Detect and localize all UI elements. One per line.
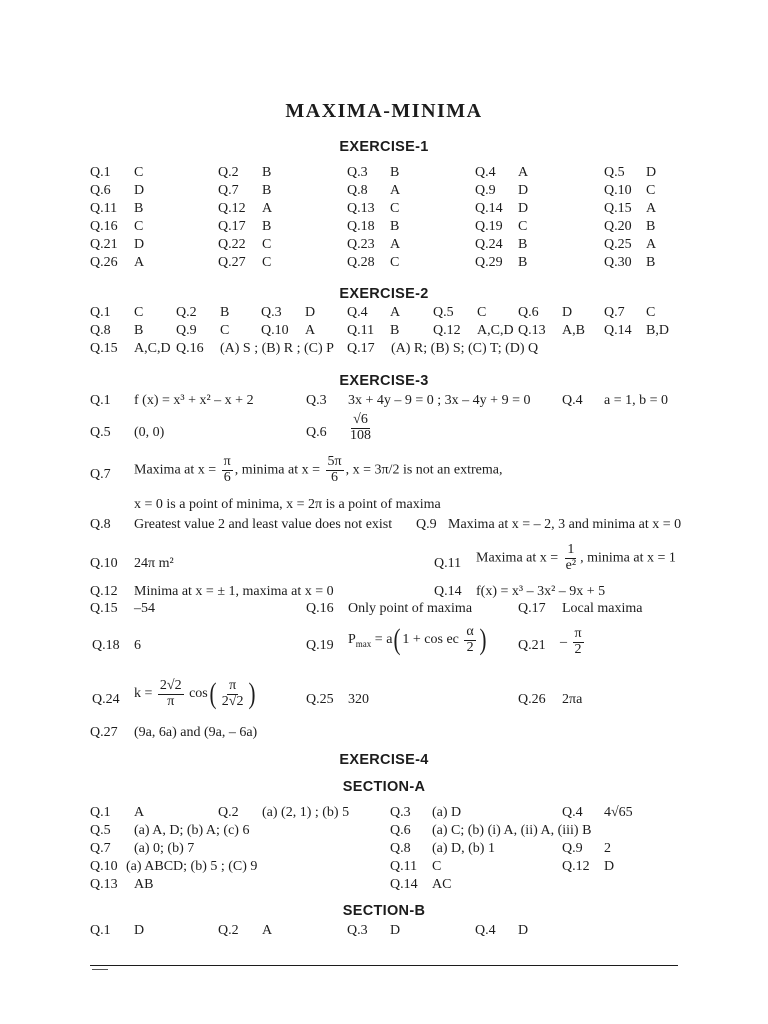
answer: (A) R; (B) S; (C) T; (D) Q (391, 341, 539, 356)
exercise-3-heading: EXERCISE-3 (339, 373, 429, 389)
answer: C (134, 219, 144, 234)
answer: 6 (134, 638, 141, 653)
q-label: Q.11 (347, 323, 375, 338)
q-label: Q.17 (347, 341, 375, 356)
answer: (a) A, D; (b) A; (c) 6 (134, 823, 250, 838)
q-label: Q.5 (433, 305, 454, 320)
q-label: Q.26 (518, 692, 546, 707)
q-label: Q.1 (90, 165, 111, 180)
answer: D (134, 237, 145, 252)
answer: B (518, 237, 528, 252)
paren-open: ( (209, 677, 217, 710)
answer: A (390, 237, 401, 252)
answer: 2 (604, 841, 611, 856)
answer: A,C,D (134, 341, 171, 356)
answer: (a) D, (b) 1 (432, 841, 495, 856)
q-label: Q.11 (390, 859, 418, 874)
q-label: Q.10 (90, 556, 118, 571)
q-label: Q.8 (347, 183, 368, 198)
answer: D (390, 923, 401, 938)
answer: A (390, 305, 401, 320)
q-label: Q.11 (434, 556, 462, 571)
denominator: 108 (350, 427, 371, 443)
q-label: Q.12 (433, 323, 461, 338)
q-label: Q.14 (390, 877, 418, 892)
answer: B (262, 165, 272, 180)
answer: B (390, 323, 400, 338)
q-label: Q.29 (475, 255, 503, 270)
answer: C (134, 305, 144, 320)
q-label: Q.12 (218, 201, 246, 216)
text: 1 + cos ec (402, 632, 459, 648)
q-label: Q.2 (176, 305, 197, 320)
answer: –54 (134, 601, 155, 616)
answer-line-2: x = 0 is a point of minima, x = 2π is a point of maxima (134, 497, 441, 512)
answer: (0, 0) (134, 425, 165, 440)
answer: B (134, 323, 144, 338)
answer: A (518, 165, 529, 180)
q-label: Q.3 (347, 923, 368, 938)
q-label: Q.28 (347, 255, 375, 270)
answer: D (518, 183, 529, 198)
q-label: Q.3 (306, 393, 327, 408)
answer: B (646, 219, 656, 234)
q-label: Q.7 (218, 183, 239, 198)
q-label: Q.1 (90, 923, 111, 938)
q-label: Q.9 (416, 517, 437, 532)
q-label: Q.30 (604, 255, 632, 270)
numerator: α (466, 623, 474, 639)
q-label: Q.3 (390, 805, 411, 820)
answer: D (604, 859, 615, 874)
q-label: Q.9 (562, 841, 583, 856)
answer: D (134, 923, 145, 938)
answer: Local maxima (562, 601, 643, 616)
q-label: Q.14 (434, 584, 462, 599)
q-label: Q.8 (90, 323, 111, 338)
answer: A (262, 201, 273, 216)
numerator: 1 (567, 542, 575, 557)
exercise-4-heading: EXERCISE-4 (339, 752, 429, 768)
q-label: Q.2 (218, 923, 239, 938)
q-label: Q.19 (475, 219, 503, 234)
q-label: Q.2 (218, 165, 239, 180)
q-label: Q.10 (90, 859, 118, 874)
q-label: Q.5 (90, 425, 111, 440)
q-label: Q.6 (90, 183, 111, 198)
numerator: π (229, 677, 237, 693)
q-label: Q.18 (92, 638, 120, 653)
q-label: Q.6 (306, 425, 327, 440)
q-label: Q.11 (90, 201, 118, 216)
exercise-2-heading: EXERCISE-2 (339, 286, 429, 302)
answer: 3x + 4y – 9 = 0 ; 3x – 4y + 9 = 0 (348, 393, 531, 408)
denominator: e² (565, 557, 577, 573)
text: , minima at x = 1 (580, 550, 676, 566)
answer: D (518, 201, 529, 216)
answer: B (134, 201, 144, 216)
denominator: 2√2 (221, 693, 244, 709)
answer: A (134, 255, 145, 270)
answer: B (390, 219, 400, 234)
answer: (A) S ; (B) R ; (C) P (220, 341, 334, 356)
q-label: Q.24 (475, 237, 503, 252)
footer-mark (92, 969, 108, 970)
answer (134, 677, 257, 711)
q-label: Q.9 (176, 323, 197, 338)
denominator: 2 (574, 641, 582, 657)
q-label: Q.25 (604, 237, 632, 252)
answer: 4√65 (604, 805, 633, 820)
q-label: Q.8 (390, 841, 411, 856)
paren-close: ) (479, 623, 487, 656)
answer: B (262, 183, 272, 198)
answer: (a) ABCD; (b) 5 ; (C) 9 (126, 859, 258, 874)
text: , minima at x = (234, 462, 321, 478)
answer: A (262, 923, 273, 938)
answer: C (646, 305, 656, 320)
answer: A (646, 201, 657, 216)
q-label: Q.3 (347, 165, 368, 180)
section-b-heading: SECTION-B (342, 903, 426, 919)
answer: C (390, 255, 400, 270)
answer: A,B (562, 323, 585, 338)
answer: A (646, 237, 657, 252)
answer: C (220, 323, 230, 338)
q-label: Q.25 (306, 692, 334, 707)
q-label: Q.15 (90, 601, 118, 616)
q-label: Q.4 (562, 805, 583, 820)
q-label: Q.27 (218, 255, 246, 270)
q-label: Q.8 (90, 517, 111, 532)
paren-open: ( (393, 623, 401, 656)
q-label: Q.21 (518, 638, 546, 653)
answer: (a) C; (b) (i) A, (ii) A, (iii) B (432, 823, 592, 838)
q-label: Q.7 (90, 467, 111, 482)
answer: D (518, 923, 529, 938)
answer: B (390, 165, 400, 180)
q-label: Q.12 (90, 584, 118, 599)
q-label: Q.27 (90, 725, 118, 740)
q-label: Q.13 (90, 877, 118, 892)
q-label: Q.22 (218, 237, 246, 252)
denominator: 2 (466, 639, 474, 655)
answer: a = 1, b = 0 (604, 393, 669, 408)
answer: A (134, 805, 145, 820)
q-label: Q.17 (518, 601, 546, 616)
q-label: Q.13 (347, 201, 375, 216)
answer: A (305, 323, 316, 338)
text: cos (189, 686, 208, 702)
q-label: Q.18 (347, 219, 375, 234)
numerator: 5π (327, 454, 342, 469)
q-label: Q.14 (604, 323, 632, 338)
answer: AC (432, 877, 452, 892)
q-label: Q.16 (90, 219, 118, 234)
answer: (9a, 6a) and (9a, – 6a) (134, 725, 258, 740)
answer: C (390, 201, 400, 216)
section-a-heading: SECTION-A (342, 779, 426, 795)
text: = a (374, 632, 393, 648)
numerator: π (574, 626, 582, 641)
answer: 24π m² (134, 556, 174, 571)
answer: C (518, 219, 528, 234)
q-label: Q.26 (90, 255, 118, 270)
answer: C (646, 183, 656, 198)
q-label: Q.15 (90, 341, 118, 356)
q-label: Q.7 (604, 305, 625, 320)
footer-rule (90, 965, 678, 966)
q-label: Q.1 (90, 393, 111, 408)
answer: B (646, 255, 656, 270)
q-label: Q.14 (475, 201, 503, 216)
answer: B (518, 255, 528, 270)
q-label: Q.21 (90, 237, 118, 252)
answer: C (262, 237, 272, 252)
q-label: Q.13 (518, 323, 546, 338)
page-title: MAXIMA-MINIMA (285, 100, 483, 122)
answer: C (134, 165, 144, 180)
q-label: Q.16 (176, 341, 204, 356)
text: k = (134, 686, 153, 702)
q-label: Q.4 (475, 165, 496, 180)
exercise-1-heading: EXERCISE-1 (339, 139, 429, 155)
denominator: 6 (331, 469, 339, 485)
numerator: √6 (353, 412, 368, 427)
q-label: Q.10 (261, 323, 289, 338)
q-label: Q.6 (390, 823, 411, 838)
answer (476, 543, 676, 573)
q-label: Q.23 (347, 237, 375, 252)
numerator: 2√2 (159, 677, 182, 693)
answer: AB (134, 877, 154, 892)
answer: D (134, 183, 145, 198)
answer (348, 623, 488, 657)
answer: (a) 0; (b) 7 (134, 841, 195, 856)
answer: (a) (2, 1) ; (b) 5 (262, 805, 350, 820)
answer: Only point of maxima (348, 601, 473, 616)
answer: B (220, 305, 230, 320)
q-label: Q.19 (306, 638, 334, 653)
q-label: Q.5 (604, 165, 625, 180)
answer: Maxima at x = – 2, 3 and minima at x = 0 (448, 517, 682, 532)
q-label: Q.5 (90, 823, 111, 838)
answer: 320 (348, 692, 369, 707)
answer: C (432, 859, 442, 874)
paren-close: ) (248, 677, 256, 710)
answer: (a) D (432, 805, 462, 820)
answer: D (562, 305, 573, 320)
q-label: Q.24 (92, 692, 120, 707)
q-label: Q.9 (475, 183, 496, 198)
answer (560, 627, 586, 657)
answer: A (390, 183, 401, 198)
answer: Greatest value 2 and least value does not exist (134, 517, 393, 532)
text: , x = 3π/2 is not an extrema, (345, 462, 503, 478)
q-label: Q.15 (604, 201, 632, 216)
q-label: Q.12 (562, 859, 590, 874)
q-label: Q.2 (218, 805, 239, 820)
answer: D (305, 305, 316, 320)
denominator: π (167, 693, 175, 709)
q-label: Q.1 (90, 305, 111, 320)
answer: B (262, 219, 272, 234)
answer: f (x) = x³ + x² – x + 2 (134, 393, 254, 408)
q-label: Q.1 (90, 805, 111, 820)
answer: f(x) = x³ – 3x² – 9x + 5 (476, 584, 606, 599)
answer: Minima at x = ± 1, maxima at x = 0 (134, 584, 334, 599)
q-label: Q.3 (261, 305, 282, 320)
text: P (348, 632, 356, 648)
subscript: max (355, 639, 372, 650)
q-label: Q.4 (562, 393, 583, 408)
q-label: Q.16 (306, 601, 334, 616)
numerator: π (223, 454, 231, 469)
answer: A,C,D (477, 323, 514, 338)
q-label: Q.20 (604, 219, 632, 234)
q-label: Q.10 (604, 183, 632, 198)
answer: 2πa (562, 692, 583, 707)
answer: C (262, 255, 272, 270)
text: Maxima at x = (134, 462, 217, 478)
q-label: Q.17 (218, 219, 246, 234)
answer: B,D (646, 323, 669, 338)
answer: C (477, 305, 487, 320)
text: – (560, 634, 567, 650)
answer: D (646, 165, 657, 180)
q-label: Q.6 (518, 305, 539, 320)
q-label: Q.7 (90, 841, 111, 856)
fraction-answer (346, 413, 375, 443)
answer (134, 455, 502, 485)
q-label: Q.4 (347, 305, 368, 320)
denominator: 6 (223, 469, 231, 485)
q-label: Q.4 (475, 923, 496, 938)
text: Maxima at x = (476, 550, 559, 566)
